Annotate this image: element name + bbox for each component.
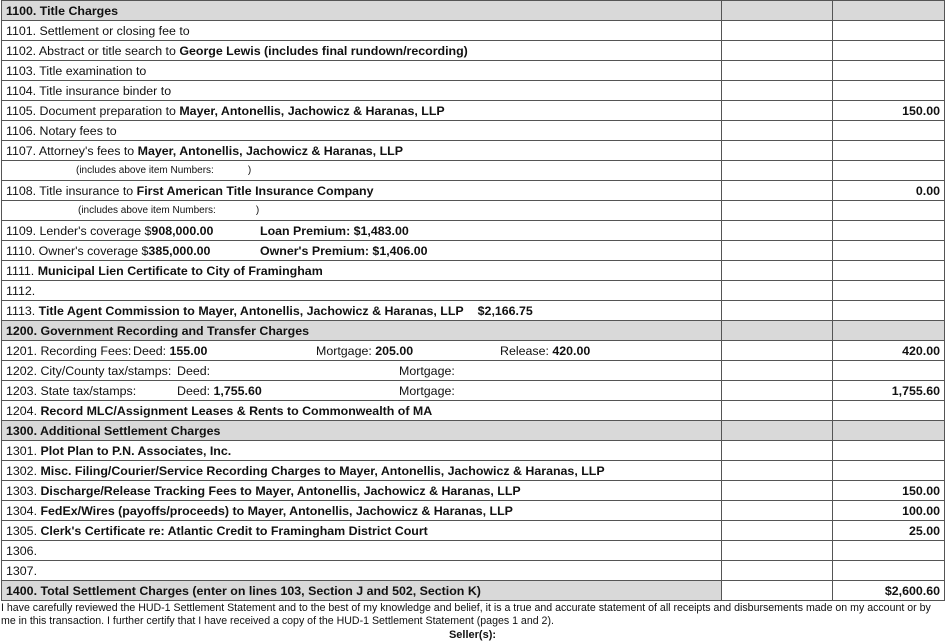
line-1112 [2,281,945,301]
line-label: 1302. Misc. Filing/Courier/Service Recording Charges to Mayer, Antonellis, Jachowicz & Haranas, LLP [2,461,722,481]
borrower-paid-cell[interactable] [722,81,833,101]
line-1102 [2,41,945,61]
premium: Loan Premium: $1,483.00 [260,223,409,238]
line-label: 1111. Municipal Lien Certificate to City of Framingham [2,261,722,281]
borrower-paid-cell[interactable] [722,481,833,501]
seller-paid-cell[interactable] [833,241,945,261]
borrower-paid-cell[interactable] [722,21,833,41]
line-label: 1108. Title insurance to First American Title Insurance Company [2,181,722,201]
line-label: 1110. Owner's coverage $385,000.00 Owner's Premium: $1,406.00 [2,241,722,261]
line-label: 1306. [2,541,722,561]
borrower-paid-cell[interactable] [722,541,833,561]
seller-paid-cell[interactable] [833,281,945,301]
seller-paid-cell[interactable] [833,441,945,461]
payee: George Lewis (includes final rundown/recording) [179,43,468,58]
line-1302 [2,461,945,481]
borrower-paid-cell[interactable] [722,341,833,361]
borrower-paid-cell[interactable] [722,441,833,461]
borrower-paid-cell[interactable] [722,141,833,161]
section-title: 1100. Title Charges [2,1,722,21]
borrower-paid-cell[interactable] [722,361,833,381]
borrower-paid-cell[interactable] [722,201,833,221]
line-1106 [2,121,945,141]
line-1110 [2,241,945,261]
section-1300-header [2,421,945,441]
line-label: 1112. [2,281,722,301]
line-label: 1204. Record MLC/Assignment Leases & Rents to Commonwealth of MA [2,401,722,421]
line-label: 1104. Title insurance binder to [2,81,722,101]
line-label: 1303. Discharge/Release Tracking Fees to Mayer, Antonellis, Jachowicz & Haranas, LLP [2,481,722,501]
borrower-paid-cell[interactable] [722,221,833,241]
borrower-paid-cell[interactable] [722,61,833,81]
line-1103 [2,61,945,81]
settlement-charges-table [1,0,945,601]
borrower-paid-cell[interactable] [722,101,833,121]
borrower-paid-cell[interactable] [722,181,833,201]
line-label: 1304. FedEx/Wires (payoffs/proceeds) to Mayer, Antonellis, Jachowicz & Haranas, LLP [2,501,722,521]
coverage-amount: 908,000.00 [151,223,214,238]
includes-note: (includes above item Numbers: ) [2,201,722,221]
seller-paid-cell[interactable] [833,561,945,581]
seller-paid-cell[interactable] [833,461,945,481]
borrower-paid-cell[interactable] [722,301,833,321]
line-1113 [2,301,945,321]
line-1108 [2,181,945,201]
seller-paid-cell[interactable] [833,541,945,561]
borrower-paid-cell[interactable] [722,381,833,401]
seller-paid-amount[interactable]: 0.00 [833,181,945,201]
seller-paid-amount[interactable]: 1,755.60 [833,381,945,401]
coverage-amount: 385,000.00 [148,243,211,258]
line-1104 [2,81,945,101]
line-1101 [2,21,945,41]
line-label: 1109. Lender's coverage $908,000.00 Loan Premium: $1,483.00 [2,221,722,241]
line-1301 [2,441,945,461]
seller-paid-amount[interactable]: 150.00 [833,101,945,121]
includes-note: (includes above item Numbers: ) [2,161,722,181]
includes-items-row [2,201,945,221]
line-label: 1307. [2,561,722,581]
borrower-paid-cell[interactable] [722,41,833,61]
section-1100-header [2,1,945,21]
line-1201 [2,341,945,361]
payee: Mayer, Antonellis, Jachowicz & Haranas, LLP [137,143,403,158]
line-1111 [2,261,945,281]
line-1107 [2,141,945,161]
line-1202 [2,361,945,381]
line-1307 [2,561,945,581]
borrower-total-cell[interactable] [722,581,833,601]
line-label: 1101. Settlement or closing fee to [2,21,722,41]
line-1400-total [2,581,945,601]
section-title: 1200. Government Recording and Transfer Charges [2,321,722,341]
line-label: 1202. City/County tax/stamps: Deed: Mortgage: [2,361,722,381]
seller-paid-cell[interactable] [833,61,945,81]
seller-paid-amount[interactable]: 100.00 [833,501,945,521]
line-1304 [2,501,945,521]
borrower-paid-cell[interactable] [722,401,833,421]
seller-paid-cell[interactable] [833,361,945,381]
payee: Mayer, Antonellis, Jachowicz & Haranas, LLP [179,103,445,118]
borrower-paid-cell[interactable] [722,521,833,541]
line-1306 [2,541,945,561]
line-1204 [2,401,945,421]
certification-text: I have carefully reviewed the HUD-1 Settlement Statement and to the best of my knowledge and belief, it is a true and accurate statement of all receipts and disbursements made on my account or by me in this transaction. I further certify that I have received a copy of the HUD-1 Settlement Statement (pages 1 and 2). [1,602,931,627]
seller-paid-cell[interactable] [833,201,945,221]
borrower-paid-cell[interactable] [722,121,833,141]
line-1105 [2,101,945,121]
seller-paid-cell[interactable] [833,81,945,101]
commission: $2,166.75 [477,303,533,318]
line-label: 1106. Notary fees to [2,121,722,141]
line-label: 1203. State tax/stamps: Deed: 1,755.60 Mortgage: [2,381,722,401]
section-1200-header [2,321,945,341]
section-title: 1300. Additional Settlement Charges [2,421,722,441]
line-1203 [2,381,945,401]
seller-paid-cell[interactable] [833,141,945,161]
borrower-paid-cell[interactable] [722,241,833,261]
seller-paid-cell[interactable] [833,21,945,41]
line-label: 1103. Title examination to [2,61,722,81]
seller-total-amount[interactable]: $2,600.60 [833,581,945,601]
seller-paid-amount[interactable]: 420.00 [833,341,945,361]
borrower-paid-cell[interactable] [722,461,833,481]
premium: Owner's Premium: $1,406.00 [260,243,428,258]
seller-paid-cell[interactable] [833,221,945,241]
seller-signature-label: Seller(s): [448,629,497,641]
includes-items-row [2,161,945,181]
seller-paid-amount[interactable]: 150.00 [833,481,945,501]
borrower-paid-cell[interactable] [722,261,833,281]
seller-paid-cell[interactable] [833,161,945,181]
seller-paid-cell[interactable] [833,41,945,61]
borrower-paid-cell[interactable] [722,161,833,181]
line-1303 [2,481,945,501]
payee: First American Title Insurance Company [136,183,374,198]
borrower-paid-cell[interactable] [722,281,833,301]
line-label: 1201. Recording Fees: Deed: 155.00 Mortgage: 205.00 Release: 420.00 [2,341,722,361]
line-1305 [2,521,945,541]
total-label: 1400. Total Settlement Charges (enter on lines 103, Section J and 502, Section K) [2,581,722,601]
line-label: 1305. Clerk's Certificate re: Atlantic Credit to Framingham District Court [2,521,722,541]
line-label: 1105. Document preparation to Mayer, Antonellis, Jachowicz & Haranas, LLP [2,101,722,121]
line-label: 1102. Abstract or title search to George Lewis (includes final rundown/recording) [2,41,722,61]
seller-paid-cell[interactable] [833,261,945,281]
seller-paid-amount[interactable]: 25.00 [833,521,945,541]
line-label: 1301. Plot Plan to P.N. Associates, Inc. [2,441,722,461]
line-label: 1107. Attorney's fees to Mayer, Antonellis, Jachowicz & Haranas, LLP [2,141,722,161]
seller-paid-cell[interactable] [833,301,945,321]
line-1109 [2,221,945,241]
line-label: 1113. Title Agent Commission to Mayer, Antonellis, Jachowicz & Haranas, LLP $2,166.75 [2,301,722,321]
borrower-paid-cell[interactable] [722,561,833,581]
seller-paid-cell[interactable] [833,121,945,141]
borrower-paid-cell[interactable] [722,501,833,521]
seller-paid-cell[interactable] [833,401,945,421]
